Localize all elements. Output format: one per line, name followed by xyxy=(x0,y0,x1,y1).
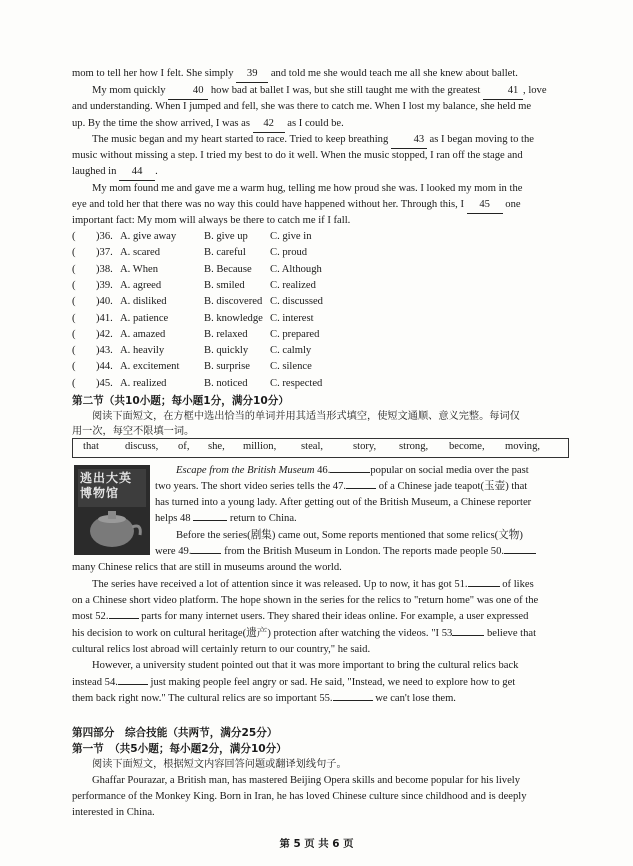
section2-title: 第二节（共10小题；每小题1分，满分10分） xyxy=(72,395,289,407)
blank-50[interactable] xyxy=(504,553,536,554)
option-a[interactable]: A. amazed xyxy=(120,328,166,340)
option-b[interactable]: B. noticed xyxy=(204,377,248,389)
option-b[interactable]: B. quickly xyxy=(204,345,249,357)
question-number: )36. xyxy=(96,231,113,242)
option-c[interactable]: C. interest xyxy=(270,312,314,324)
word-item: that xyxy=(83,441,99,452)
option-c[interactable]: C. respected xyxy=(270,377,323,389)
word-item: she, xyxy=(208,441,225,452)
option-c[interactable]: C. silence xyxy=(270,361,312,373)
blank-47[interactable] xyxy=(346,488,376,489)
passage2-line: has turned into a young lady. After getting out of the British Museum, a Chinese reporter xyxy=(155,497,532,508)
option-row xyxy=(72,327,569,343)
answer-paren: ( xyxy=(72,231,76,242)
answer-paren: ( xyxy=(72,312,76,324)
part4-title: 第四部分 综合技能（共两节，满分25分） xyxy=(72,727,278,739)
option-b[interactable]: B. careful xyxy=(204,247,246,259)
option-b[interactable]: B. discovered xyxy=(204,296,263,308)
page-footer: 第 5 页 共 6 页 xyxy=(279,838,354,850)
answer-paren: ( xyxy=(72,279,76,291)
option-row xyxy=(72,359,569,375)
part4-line: Ghaffar Pourazar, a British man, has mastered Beijing Opera skills and become popular for his lively xyxy=(92,775,521,786)
option-c[interactable]: C. Although xyxy=(270,263,322,275)
passage1-line: and understanding. When I jumped and fell, she was there to catch me. When I lost my balance, she held me xyxy=(72,101,532,112)
answer-paren: ( xyxy=(72,345,76,357)
option-a[interactable]: A. excitement xyxy=(120,361,180,373)
section2-instruction: 阅读下面短文，在方框中选出恰当的单词并用其适当形式填空，使短文通顺、意义完整。每词仅 xyxy=(92,411,520,422)
word-item: strong, xyxy=(399,441,429,452)
passage1-line: The music began and my heart started to race. Tried to keep breathing 43 as I began moving to the xyxy=(72,132,569,149)
passage1-line: My mom quickly 40 how bad at ballet I was, but she still taught me with the greatest 41 , love xyxy=(72,83,569,100)
option-row xyxy=(72,311,569,327)
blank-42[interactable]: 42 xyxy=(253,116,285,133)
question-number: )38. xyxy=(96,263,113,275)
passage2-line: them back right now." The cultural relics are so important 55. we can't lose them. xyxy=(72,693,456,704)
question-number: )45. xyxy=(96,377,113,389)
option-row xyxy=(72,262,569,278)
answer-paren: ( xyxy=(72,361,76,373)
option-b[interactable]: B. knowledge xyxy=(204,312,263,324)
blank-41[interactable]: 41 xyxy=(483,83,523,100)
answer-paren: ( xyxy=(72,296,76,308)
series-poster-image xyxy=(74,465,150,555)
word-box xyxy=(72,438,569,458)
option-b[interactable]: B. smiled xyxy=(204,279,245,291)
blank-43[interactable]: 43 xyxy=(391,132,427,149)
answer-paren: ( xyxy=(72,328,76,340)
blank-44[interactable]: 44 xyxy=(119,164,155,181)
passage1-line: My mom found me and gave me a warm hug, telling me how proud she was. I looked my mom in the xyxy=(92,183,523,194)
option-row xyxy=(72,343,569,359)
option-c[interactable]: C. give in xyxy=(270,231,312,242)
blank-55[interactable] xyxy=(333,700,373,701)
word-item: moving, xyxy=(505,441,541,452)
blank-53[interactable] xyxy=(452,635,484,636)
option-a[interactable]: A. heavily xyxy=(120,345,165,357)
question-number: )37. xyxy=(96,247,113,259)
passage2-line: cultural relics lost abroad will certainly return to our country," he said. xyxy=(72,644,371,655)
passage2-line: However, a university student pointed out that it was more important to bring the cultural relics back xyxy=(92,660,519,671)
word-item: steal, xyxy=(301,441,324,452)
question-number: )44. xyxy=(96,361,113,373)
blank-54[interactable] xyxy=(118,684,148,685)
option-a[interactable]: A. patience xyxy=(120,312,169,324)
poster-title: 逃出大英博物馆 xyxy=(80,471,133,500)
answer-paren: ( xyxy=(72,247,76,259)
passage2-line: The series have received a lot of attention since it was released. Up to now, it has got 51. of likes xyxy=(92,579,534,590)
option-row xyxy=(72,229,569,245)
option-row xyxy=(72,245,569,261)
option-c[interactable]: C. proud xyxy=(270,247,308,259)
option-b[interactable]: B. give up xyxy=(204,231,248,242)
passage2-line: instead 54. just making people feel angry or sad. He said, "Instead, we need to explore how to get xyxy=(72,677,516,688)
passage1-line: mom to tell her how I felt. She simply 39 and told me she would teach me all she knew about ballet. xyxy=(72,66,569,83)
passage1-line: eye and told her that there was no way this could have happened without her. Through this, I 45 one xyxy=(72,197,569,214)
passage1-line: up. By the time the show arrived, I was as 42 as I could be. xyxy=(72,116,569,133)
passage2-line: on a Chinese short video platform. The hope shown in the series for the relics to "return home" was one of the xyxy=(72,595,539,606)
section2-instruction: 用一次，每空不限填一词。 xyxy=(72,426,195,437)
option-a[interactable]: A. agreed xyxy=(120,279,162,291)
passage1-line: music without missing a step. I tried my best to do it well. When the music stopped, I ran off the stage and xyxy=(72,150,523,161)
question-number: )43. xyxy=(96,345,113,357)
blank-46[interactable] xyxy=(330,472,370,473)
part4-subtitle: 第一节 （共5小题；每小题2分，满分10分） xyxy=(72,743,287,755)
word-item: become, xyxy=(449,441,485,452)
passage2-line: helps 48 return to China. xyxy=(155,513,297,524)
option-b[interactable]: B. surprise xyxy=(204,361,250,373)
option-c[interactable]: C. calmly xyxy=(270,345,312,357)
passage2-line: most 52. parts for many internet users. They shared their ideas online. For example, a user expressed xyxy=(72,611,529,622)
blank-40[interactable]: 40 xyxy=(168,83,208,100)
option-a[interactable]: A. When xyxy=(120,263,159,275)
blank-48[interactable] xyxy=(193,520,227,521)
word-item: story, xyxy=(353,441,377,452)
question-number: )41. xyxy=(96,312,113,324)
word-item: million, xyxy=(243,441,277,452)
blank-52[interactable] xyxy=(109,618,139,619)
passage2-line: were 49. from the British Museum in London. The reports made people 50. xyxy=(155,544,569,560)
part4-instruction: 阅读下面短文，根据短文内容回答问题或翻译划线句子。 xyxy=(92,759,347,770)
blank-49[interactable] xyxy=(191,553,221,554)
option-row xyxy=(72,376,569,392)
option-row xyxy=(72,278,569,294)
option-b[interactable]: B. Because xyxy=(204,263,252,275)
passage2-line: Before the series(剧集) came out, Some reports mentioned that some relics(文物) xyxy=(176,530,523,541)
option-b[interactable]: B. relaxed xyxy=(204,328,248,340)
question-number: )40. xyxy=(96,296,113,308)
option-a[interactable]: A. disliked xyxy=(120,296,167,308)
option-a[interactable]: A. realized xyxy=(120,377,167,389)
passage1-line: important fact: My mom will always be there to catch me if I fall. xyxy=(72,215,351,226)
passage2-line: two years. The short video series tells the 47. of a Chinese jade teapot(玉壶) that xyxy=(155,481,528,492)
blank-51[interactable] xyxy=(468,586,500,587)
word-item: of, xyxy=(178,441,190,452)
question-number: )39. xyxy=(96,279,113,291)
passage2-line: many Chinese relics that are still in museums around the world. xyxy=(72,562,342,573)
blank-45[interactable]: 45 xyxy=(467,197,503,214)
option-c[interactable]: C. discussed xyxy=(270,296,323,308)
question-number: )42. xyxy=(96,328,113,340)
part4-line: interested in China. xyxy=(72,807,155,818)
answer-paren: ( xyxy=(72,263,76,275)
option-a[interactable]: A. give away xyxy=(120,231,177,242)
option-row xyxy=(72,294,569,310)
option-c[interactable]: C. prepared xyxy=(270,328,320,340)
passage2-line: his decision to work on cultural heritage(遗产) protection after watching the videos. "I 53 believe that xyxy=(72,628,537,639)
passage2-line: Escape from the British Museum 46. popular on social media over the past xyxy=(176,465,529,476)
answer-paren: ( xyxy=(72,377,76,389)
option-c[interactable]: C. realized xyxy=(270,279,316,291)
part4-line: performance of the Monkey King. Born in Iran, he has loved Chinese culture since childhood and is deeply xyxy=(72,791,527,802)
passage1-line: laughed in 44 . xyxy=(72,164,569,181)
blank-39[interactable]: 39 xyxy=(236,66,268,83)
option-a[interactable]: A. scared xyxy=(120,247,161,259)
word-item: discuss, xyxy=(125,441,159,452)
